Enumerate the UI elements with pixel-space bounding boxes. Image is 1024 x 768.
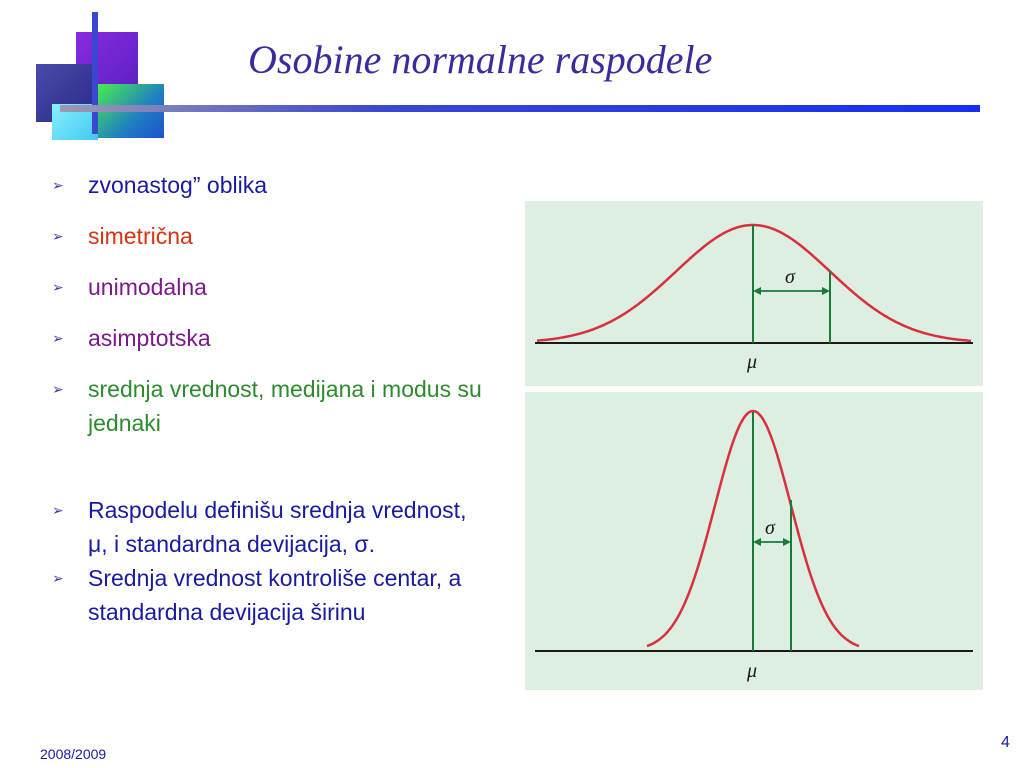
wide-curve-panel xyxy=(525,201,983,386)
arrowhead-left-icon xyxy=(753,538,761,546)
bullet-list xyxy=(50,168,490,629)
bullet-text: Srednja vrednost kontroliše centar, a standardna devijacija širinu xyxy=(88,565,462,625)
narrow-curve-svg xyxy=(525,392,983,690)
wide-curve-svg xyxy=(525,201,983,386)
bullet-center-width xyxy=(50,561,490,629)
title-rule xyxy=(60,105,980,112)
arrow-bullet-icon: ➢ xyxy=(52,177,64,193)
narrow-curve-panel xyxy=(525,392,983,690)
sigma-label: σ xyxy=(765,517,775,539)
bullet-symmetric xyxy=(50,219,490,253)
bullet-text: asimptotska xyxy=(88,325,211,351)
arrowhead-left-icon xyxy=(753,287,761,295)
bullet-unimodal xyxy=(50,270,490,304)
footer-date: 2008/2009 xyxy=(40,746,107,762)
vertical-bar xyxy=(92,12,98,134)
bullet-text: simetrična xyxy=(88,223,193,249)
bullet-asymptotic xyxy=(50,321,490,355)
bullet-defined-by xyxy=(50,493,490,561)
page-number: 4 xyxy=(1001,734,1010,751)
bullet-text: zvonastog” oblika xyxy=(88,172,267,198)
mu-label: μ xyxy=(747,351,758,373)
arrow-bullet-icon: ➢ xyxy=(52,279,64,295)
mu-label: μ xyxy=(747,660,758,682)
arrow-bullet-icon: ➢ xyxy=(52,381,64,397)
bullet-mean-median-mode xyxy=(50,372,490,440)
bullet-text: unimodalna xyxy=(88,274,207,300)
arrow-bullet-icon: ➢ xyxy=(52,228,64,244)
arrow-bullet-icon: ➢ xyxy=(52,570,64,586)
bullet-bell-shaped xyxy=(50,168,490,202)
arrow-bullet-icon: ➢ xyxy=(52,330,64,346)
bullet-text: srednja vrednost, medijana i modus su jednaki xyxy=(88,376,482,436)
sigma-label: σ xyxy=(785,266,795,288)
bullet-text: Raspodelu definišu srednja vrednost, μ, i standardna devijacija, σ. xyxy=(88,497,467,557)
arrowhead-right-icon xyxy=(783,538,791,546)
arrowhead-right-icon xyxy=(822,287,830,295)
arrow-bullet-icon: ➢ xyxy=(52,502,64,518)
decorative-squares xyxy=(36,12,168,140)
slide-title: Osobine normalne raspodele xyxy=(248,37,713,82)
